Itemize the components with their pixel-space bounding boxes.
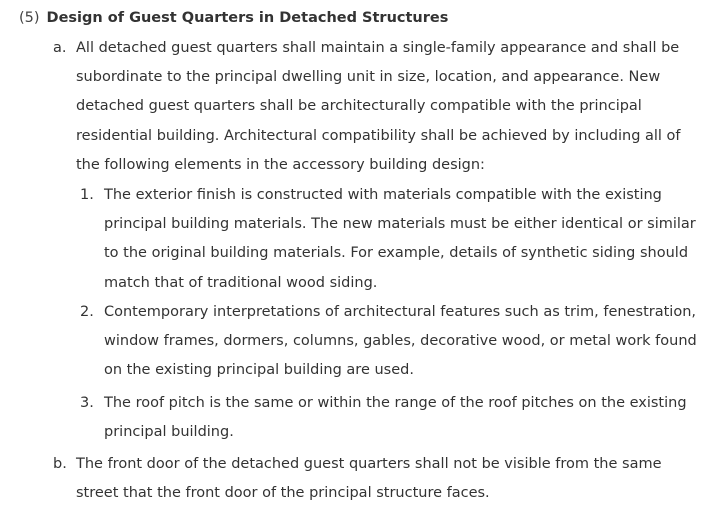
list-marker-b: b. — [53, 456, 67, 472]
sub-marker-2: 2. — [80, 304, 94, 320]
section-title: Design of Guest Quarters in Detached Structures — [46, 10, 449, 26]
list-marker-a: a. — [53, 40, 67, 56]
sub-item-1 — [80, 181, 700, 298]
sub-marker-3: 3. — [80, 395, 94, 411]
section-heading — [19, 5, 448, 31]
sub-item-3 — [80, 389, 700, 447]
sub-item-2 — [80, 298, 700, 386]
sub-text-2: Contemporary interpretations of architectural features such as trim, fenestration, window frames, dormers, columns, gables, decorative wood, or metal work found on the existing principal building are used. — [104, 304, 697, 379]
list-item-b — [53, 450, 686, 508]
sub-text-3: The roof pitch is the same or within the range of the roof pitches on the existing principal building. — [104, 395, 687, 441]
sub-marker-1: 1. — [80, 187, 94, 203]
sub-text-1: The exterior finish is constructed with materials compatible with the existing principal building materials. The new materials must be either identical or similar to the original building materials. For example, details of synthetic siding should match that of traditional wood siding. — [104, 187, 696, 291]
list-text-a: All detached guest quarters shall maintain a single-family appearance and shall be subordinate to the principal dwelling unit in size, location, and appearance. New detached guest quarters shall be architecturally compatible with the principal residential building. Architectural compatibility shall be achieved by including all of the following elements in the accessory building design: — [76, 40, 681, 173]
list-item-a — [53, 34, 686, 180]
section-number: (5) — [19, 10, 40, 26]
list-text-b: The front door of the detached guest quarters shall not be visible from the same street that the front door of the principal structure faces. — [76, 456, 662, 502]
